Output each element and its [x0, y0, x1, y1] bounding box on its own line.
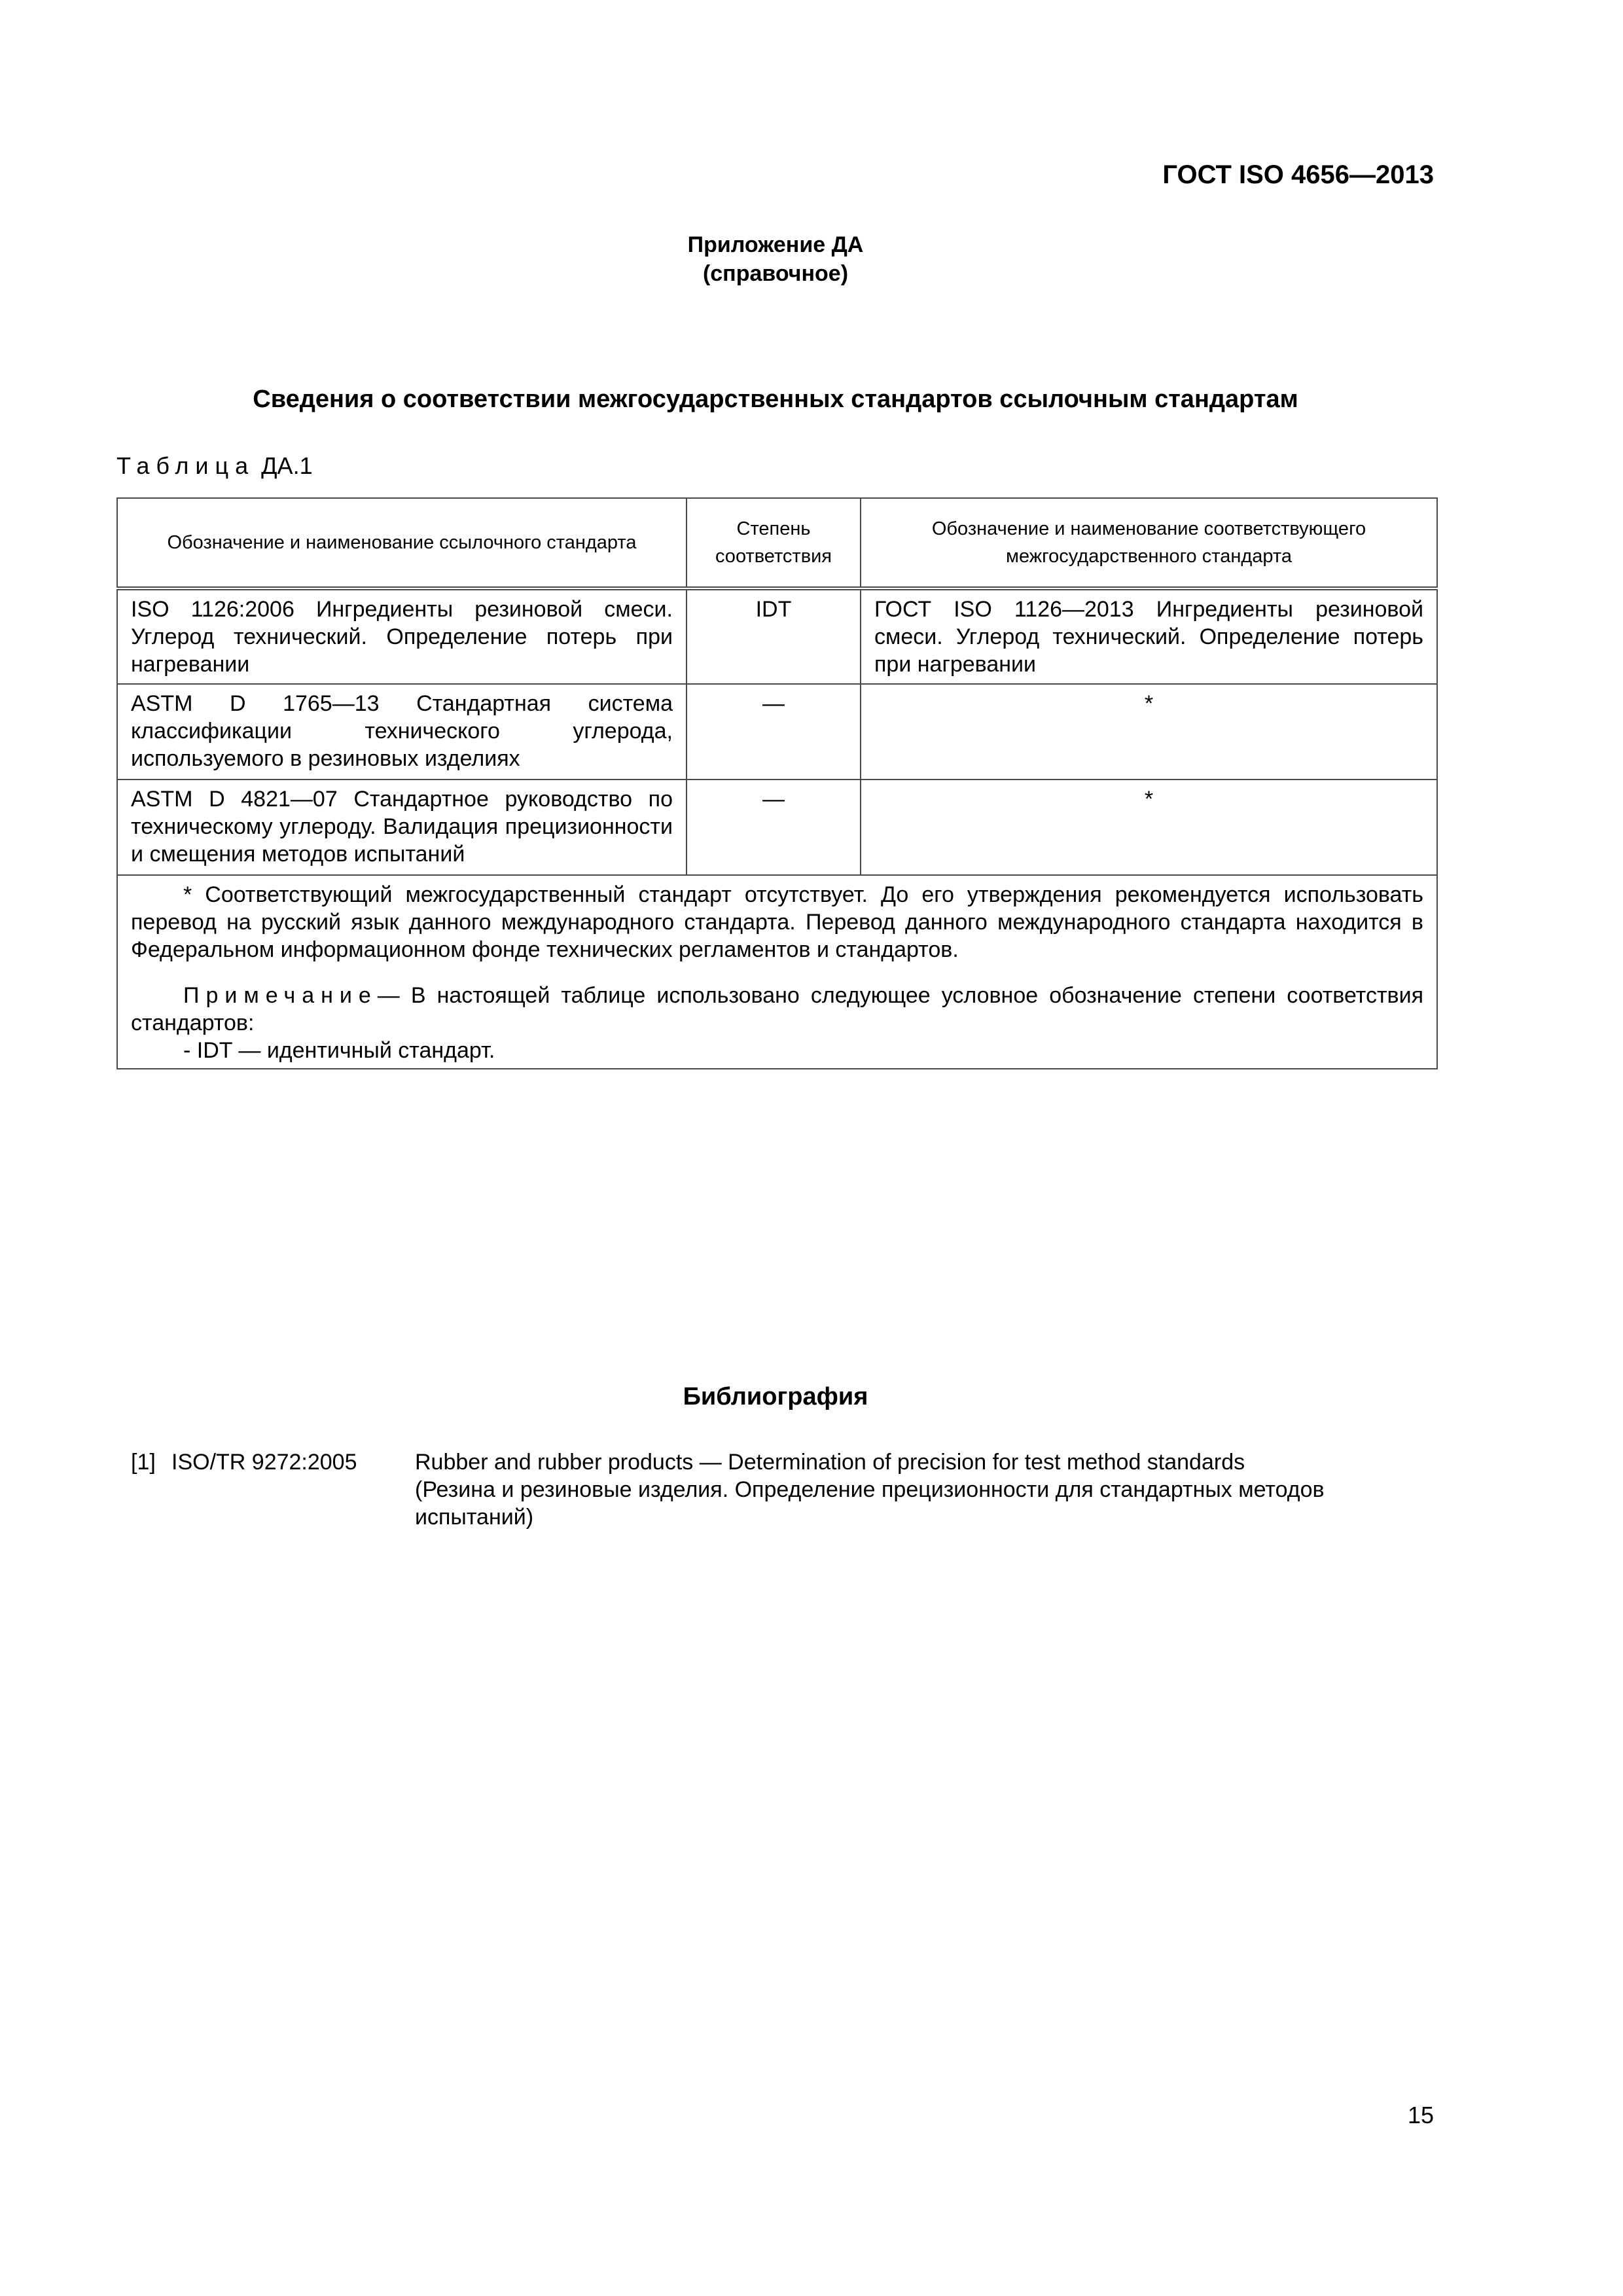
table-caption-word: Таблица — [116, 452, 255, 479]
cell-interstate: * — [861, 684, 1437, 780]
cell-degree: — — [687, 684, 861, 780]
note-text: — В настоящей таблице использовано следующее условное обозначение степени соответствия стандартов: — [131, 983, 1423, 1035]
cell-reference: ISO 1126:2006 Ингредиенты резиновой смеси. Углерод технический. Определение потерь при нагревании — [117, 588, 687, 684]
cell-reference: ASTM D 1765—13 Стандартная система классификации технического углерода, используемого в резиновых изделиях — [117, 684, 687, 780]
table-row — [117, 588, 1437, 684]
table-caption-number: ДА.1 — [261, 452, 313, 479]
appendix-heading — [0, 230, 1551, 288]
cell-degree: IDT — [687, 588, 861, 684]
header-degree: Степень соответствия — [687, 498, 861, 588]
bibliography-title: Библиография — [683, 1383, 868, 1410]
table-notes-row — [117, 875, 1437, 1069]
bibliography-entry-title: Rubber and rubber products — Determination of precision for test method standards — [415, 1450, 1245, 1475]
appendix-title: Приложение ДА — [687, 232, 864, 257]
section-title: Сведения о соответствии межгосударственных стандартов ссылочным стандартам — [253, 386, 1298, 413]
header-interstate-standard: Обозначение и наименование соответствующего межгосударственного стандарта — [861, 498, 1437, 588]
correspondence-table — [116, 497, 1438, 1069]
table-notes — [117, 875, 1437, 1069]
table-note — [131, 982, 1423, 1037]
page-number: 15 — [1407, 2102, 1434, 2128]
table-row — [117, 684, 1437, 780]
table-caption — [116, 452, 313, 480]
note-item: - IDT — идентичный стандарт. — [183, 1038, 495, 1063]
table-row — [117, 780, 1437, 875]
appendix-subtitle: (справочное) — [702, 261, 849, 286]
note-label: Примечание — [183, 983, 378, 1008]
table-footnote: * Соответствующий межгосударственный стандарт отсутствует. До его утверждения рекомендуется использовать перевод на русский язык данного международного стандарта. Перевод данного международного стандарта находится в Федеральном информационном фонде технических регламентов и стандартов. — [131, 882, 1423, 962]
bibliography-entry-text — [415, 1448, 1436, 1531]
bibliography-entry-number: [1] — [131, 1450, 156, 1475]
cell-interstate: * — [861, 780, 1437, 875]
bibliography-entry-code: ISO/TR 9272:2005 — [171, 1450, 357, 1475]
cell-degree: — — [687, 780, 861, 875]
cell-interstate: ГОСТ ISO 1126—2013 Ингредиенты резиновой смеси. Углерод технический. Определение потерь при нагревании — [861, 588, 1437, 684]
document-code: ГОСТ ISO 4656—2013 — [1162, 160, 1434, 189]
header-reference-standard: Обозначение и наименование ссылочного стандарта — [117, 498, 687, 588]
bibliography-entry-translation: (Резина и резиновые изделия. Определение прецизионности для стандартных методов испытаний) — [415, 1477, 1325, 1530]
cell-reference: ASTM D 4821—07 Стандартное руководство по техническому углероду. Валидация прецизионности и смещения методов испытаний — [117, 780, 687, 875]
table-header-row — [117, 498, 1437, 588]
